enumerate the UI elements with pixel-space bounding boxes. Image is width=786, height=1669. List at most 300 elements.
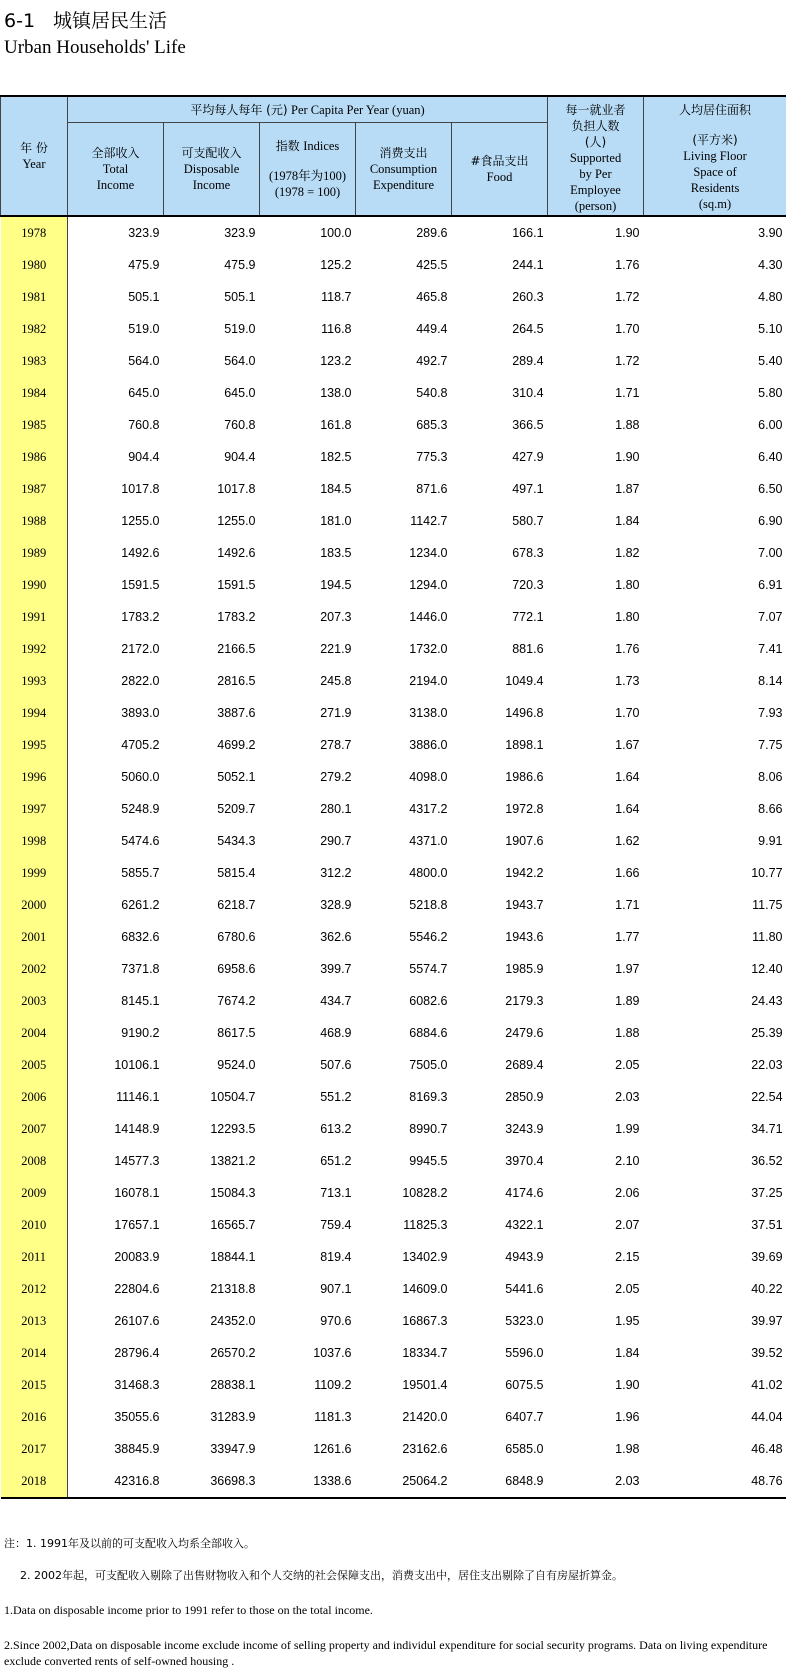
value-cell: 37.25 <box>751 1186 783 1200</box>
table-row <box>1 441 786 473</box>
value-cell: 23162.6 <box>402 1442 448 1456</box>
value-cell: 11146.1 <box>116 1090 160 1104</box>
value-cell: 1037.6 <box>313 1346 352 1360</box>
table-number-title <box>4 6 167 33</box>
value-cell: 1.98 <box>615 1442 640 1456</box>
value-cell: 1017.8 <box>217 482 256 496</box>
year-cell: 1999 <box>1 857 68 889</box>
table-row <box>1 281 786 313</box>
table-row <box>1 825 786 857</box>
value-cell: 279.2 <box>320 770 352 784</box>
value-cell: 5.80 <box>758 386 783 400</box>
value-cell: 34.71 <box>751 1122 783 1136</box>
value-cell: 5.40 <box>758 354 783 368</box>
value-cell: 5323.0 <box>505 1314 544 1328</box>
value-cell: 5815.4 <box>217 866 256 880</box>
year-cell: 1986 <box>1 441 68 473</box>
value-cell: 6832.6 <box>121 930 160 944</box>
table-row <box>1 793 786 825</box>
value-cell: 118.7 <box>321 290 352 304</box>
urban-households-table <box>0 95 786 1499</box>
value-cell: 13402.9 <box>402 1250 448 1264</box>
year-cell: 1997 <box>1 793 68 825</box>
year-cell: 1994 <box>1 697 68 729</box>
value-cell: 12.40 <box>751 962 783 976</box>
value-cell: 2172.0 <box>121 642 160 656</box>
value-cell: 3893.0 <box>121 706 160 720</box>
value-cell: 3243.9 <box>505 1122 544 1136</box>
value-cell: 772.1 <box>512 610 544 624</box>
value-cell: 1.71 <box>615 898 640 912</box>
value-cell: 8145.1 <box>121 994 160 1008</box>
value-cell: 434.7 <box>320 994 352 1008</box>
value-cell: 35055.6 <box>114 1410 160 1424</box>
header-total-income: 全部收入 Total Income <box>68 123 164 217</box>
year-cell: 1981 <box>1 281 68 313</box>
value-cell: 1.66 <box>615 866 640 880</box>
value-cell: 1783.2 <box>121 610 160 624</box>
year-cell: 2006 <box>1 1081 68 1113</box>
value-cell: 1.90 <box>615 1378 640 1392</box>
value-cell: 1.70 <box>615 322 640 336</box>
year-cell: 1998 <box>1 825 68 857</box>
value-cell: 7.93 <box>758 706 783 720</box>
table-row <box>1 1305 786 1337</box>
value-cell: 7.41 <box>758 642 783 656</box>
year-cell: 2008 <box>1 1145 68 1177</box>
value-cell: 1142.7 <box>410 514 448 528</box>
value-cell: 1.77 <box>615 930 640 944</box>
value-cell: 323.9 <box>224 226 256 240</box>
value-cell: 264.5 <box>512 322 544 336</box>
value-cell: 1294.0 <box>409 578 448 592</box>
value-cell: 16867.3 <box>402 1314 448 1328</box>
title-english: Urban Households' Life <box>4 37 186 58</box>
value-cell: 7505.0 <box>409 1058 448 1072</box>
value-cell: 26570.2 <box>210 1346 256 1360</box>
value-cell: 116.8 <box>321 322 352 336</box>
value-cell: 36.52 <box>751 1154 783 1168</box>
value-cell: 21318.8 <box>210 1282 256 1296</box>
year-cell: 1985 <box>1 409 68 441</box>
value-cell: 1492.6 <box>121 546 160 560</box>
table-row <box>1 889 786 921</box>
value-cell: 166.1 <box>512 226 544 240</box>
value-cell: 207.3 <box>320 610 352 624</box>
year-cell: 2016 <box>1 1401 68 1433</box>
value-cell: 881.6 <box>512 642 544 656</box>
value-cell: 1.76 <box>615 642 640 656</box>
value-cell: 22804.6 <box>114 1282 160 1296</box>
value-cell: 1.90 <box>615 226 640 240</box>
year-cell: 1982 <box>1 313 68 345</box>
value-cell: 4174.6 <box>505 1186 544 1200</box>
value-cell: 1.62 <box>615 834 640 848</box>
value-cell: 161.8 <box>320 418 352 432</box>
year-cell: 1991 <box>1 601 68 633</box>
table-row <box>1 1113 786 1145</box>
value-cell: 564.0 <box>128 354 160 368</box>
value-cell: 1943.7 <box>505 898 544 912</box>
year-cell: 2003 <box>1 985 68 1017</box>
year-cell: 1995 <box>1 729 68 761</box>
value-cell: 6.90 <box>758 514 783 528</box>
value-cell: 1.96 <box>615 1410 640 1424</box>
value-cell: 310.4 <box>512 386 544 400</box>
value-cell: 1.80 <box>615 578 640 592</box>
value-cell: 465.8 <box>416 290 448 304</box>
value-cell: 184.5 <box>320 482 352 496</box>
value-cell: 1.73 <box>615 674 640 688</box>
value-cell: 100.0 <box>320 226 352 240</box>
value-cell: 1446.0 <box>409 610 448 624</box>
value-cell: 39.97 <box>751 1314 783 1328</box>
value-cell: 6884.6 <box>409 1026 448 1040</box>
value-cell: 40.22 <box>751 1282 783 1296</box>
value-cell: 15084.3 <box>210 1186 256 1200</box>
value-cell: 28838.1 <box>210 1378 256 1392</box>
year-cell: 1996 <box>1 761 68 793</box>
value-cell: 5574.7 <box>409 962 448 976</box>
value-cell: 48.76 <box>644 1465 786 1498</box>
value-cell: 5209.7 <box>217 802 256 816</box>
value-cell: 1972.8 <box>505 802 544 816</box>
value-cell: 1492.6 <box>217 546 256 560</box>
table-row <box>1 1209 786 1241</box>
value-cell: 10106.1 <box>114 1058 160 1072</box>
value-cell: 760.8 <box>128 418 160 432</box>
value-cell: 505.1 <box>224 290 256 304</box>
value-cell: 21420.0 <box>402 1410 448 1424</box>
table-row <box>1 313 786 345</box>
value-cell: 2689.4 <box>505 1058 544 1072</box>
value-cell: 1.99 <box>615 1122 640 1136</box>
value-cell: 1.70 <box>615 706 640 720</box>
value-cell: 10.77 <box>751 866 783 880</box>
value-cell: 39.52 <box>751 1346 783 1360</box>
year-cell: 2017 <box>1 1433 68 1465</box>
value-cell: 1.89 <box>615 994 640 1008</box>
value-cell: 244.1 <box>512 258 544 272</box>
value-cell: 475.9 <box>224 258 256 272</box>
table-row <box>1 601 786 633</box>
value-cell: 46.48 <box>751 1442 783 1456</box>
value-cell: 11.80 <box>752 930 783 944</box>
value-cell: 425.5 <box>416 258 448 272</box>
value-cell: 9945.5 <box>409 1154 448 1168</box>
value-cell: 181.0 <box>320 514 352 528</box>
value-cell: 6958.6 <box>217 962 256 976</box>
year-cell: 1984 <box>1 377 68 409</box>
table-row <box>1 985 786 1017</box>
value-cell: 1255.0 <box>121 514 160 528</box>
value-cell: 312.2 <box>320 866 352 880</box>
value-cell: 1.72 <box>615 354 640 368</box>
value-cell: 1.88 <box>615 1026 640 1040</box>
value-cell: 1985.9 <box>505 962 544 976</box>
year-cell: 2007 <box>1 1113 68 1145</box>
year-cell: 2015 <box>1 1369 68 1401</box>
value-cell: 1.67 <box>615 738 640 752</box>
value-cell: 9.91 <box>758 834 783 848</box>
value-cell: 7.07 <box>758 610 783 624</box>
value-cell: 505.1 <box>128 290 160 304</box>
value-cell: 1907.6 <box>505 834 544 848</box>
value-cell: 713.1 <box>320 1186 352 1200</box>
year-cell: 1980 <box>1 249 68 281</box>
table-row <box>1 1049 786 1081</box>
value-cell: 2.07 <box>615 1218 640 1232</box>
value-cell: 17657.1 <box>114 1218 160 1232</box>
value-cell: 1181.3 <box>314 1410 352 1424</box>
value-cell: 7.75 <box>758 738 783 752</box>
value-cell: 5855.7 <box>121 866 160 880</box>
table-row <box>1 409 786 441</box>
year-cell: 2014 <box>1 1337 68 1369</box>
value-cell: 4322.1 <box>505 1218 544 1232</box>
value-cell: 6585.0 <box>505 1442 544 1456</box>
value-cell: 651.2 <box>320 1154 352 1168</box>
value-cell: 507.6 <box>320 1058 352 1072</box>
value-cell: 6.40 <box>758 450 783 464</box>
value-cell: 1049.4 <box>505 674 544 688</box>
year-cell: 1992 <box>1 633 68 665</box>
value-cell: 1.76 <box>615 258 640 272</box>
value-cell: 260.3 <box>512 290 544 304</box>
value-cell: 5248.9 <box>121 802 160 816</box>
value-cell: 4943.9 <box>505 1250 544 1264</box>
value-cell: 1.87 <box>615 482 640 496</box>
value-cell: 18844.1 <box>210 1250 256 1264</box>
value-cell: 2.03 <box>548 1465 644 1498</box>
value-cell: 9190.2 <box>121 1026 160 1040</box>
table-row <box>1 1081 786 1113</box>
value-cell: 14609.0 <box>402 1282 448 1296</box>
value-cell: 5060.0 <box>121 770 160 784</box>
note-zh-1: 注：1. 1991年及以前的可支配收入均系全部收入。 <box>4 1537 255 1550</box>
year-cell: 2010 <box>1 1209 68 1241</box>
value-cell: 3970.4 <box>505 1154 544 1168</box>
table-row <box>1 345 786 377</box>
value-cell: 497.1 <box>512 482 544 496</box>
value-cell: 1109.2 <box>314 1378 352 1392</box>
table-row <box>1 921 786 953</box>
value-cell: 468.9 <box>320 1026 352 1040</box>
value-cell: 182.5 <box>320 450 352 464</box>
value-cell: 8169.3 <box>409 1090 448 1104</box>
value-cell: 39.69 <box>751 1250 783 1264</box>
value-cell: 14148.9 <box>114 1122 160 1136</box>
value-cell: 245.8 <box>320 674 352 688</box>
value-cell: 1.64 <box>615 770 640 784</box>
value-cell: 8617.5 <box>217 1026 256 1040</box>
table-row <box>1 1177 786 1209</box>
value-cell: 2166.5 <box>217 642 256 656</box>
table-row <box>1 1273 786 1305</box>
year-cell: 2000 <box>1 889 68 921</box>
value-cell: 1898.1 <box>505 738 544 752</box>
value-cell: 194.5 <box>320 578 352 592</box>
header-food: #食品支出 Food <box>452 123 548 217</box>
value-cell: 6218.7 <box>217 898 256 912</box>
value-cell: 1943.6 <box>505 930 544 944</box>
value-cell: 970.6 <box>320 1314 352 1328</box>
table-row <box>1 1337 786 1369</box>
value-cell: 645.0 <box>224 386 256 400</box>
value-cell: 328.9 <box>320 898 352 912</box>
value-cell: 399.7 <box>320 962 352 976</box>
value-cell: 44.04 <box>751 1410 783 1424</box>
value-cell: 1234.0 <box>409 546 448 560</box>
year-cell: 1990 <box>1 569 68 601</box>
value-cell: 1732.0 <box>409 642 448 656</box>
table-row <box>1 1145 786 1177</box>
value-cell: 2816.5 <box>217 674 256 688</box>
value-cell: 6261.2 <box>121 898 160 912</box>
value-cell: 6848.9 <box>452 1465 548 1498</box>
value-cell: 8.06 <box>758 770 783 784</box>
table-row <box>1 537 786 569</box>
value-cell: 278.7 <box>320 738 352 752</box>
year-cell: 1988 <box>1 505 68 537</box>
value-cell: 7674.2 <box>217 994 256 1008</box>
value-cell: 6082.6 <box>409 994 448 1008</box>
year-cell: 2002 <box>1 953 68 985</box>
table-number: 6-1 <box>4 10 36 32</box>
value-cell: 10828.2 <box>402 1186 448 1200</box>
value-cell: 759.4 <box>320 1218 352 1232</box>
value-cell: 871.6 <box>416 482 448 496</box>
value-cell: 4.80 <box>758 290 783 304</box>
year-cell: 2018 <box>1 1465 68 1498</box>
value-cell: 31468.3 <box>114 1378 160 1392</box>
value-cell: 123.2 <box>320 354 352 368</box>
value-cell: 28796.4 <box>114 1346 160 1360</box>
value-cell: 519.0 <box>128 322 160 336</box>
table-row <box>1 1433 786 1465</box>
value-cell: 22.54 <box>751 1090 783 1104</box>
year-cell: 1983 <box>1 345 68 377</box>
header-per-capita: 平均每人每年 (元) Per Capita Per Year (yuan) <box>68 96 548 123</box>
value-cell: 1261.6 <box>313 1442 352 1456</box>
year-cell: 2009 <box>1 1177 68 1209</box>
value-cell: 4098.0 <box>409 770 448 784</box>
value-cell: 7.00 <box>758 546 783 560</box>
value-cell: 13821.2 <box>210 1154 256 1168</box>
value-cell: 8990.7 <box>409 1122 448 1136</box>
value-cell: 3887.6 <box>217 706 256 720</box>
value-cell: 1.82 <box>615 546 640 560</box>
value-cell: 1.84 <box>615 1346 640 1360</box>
value-cell: 907.1 <box>320 1282 352 1296</box>
value-cell: 2.10 <box>615 1154 640 1168</box>
value-cell: 5.10 <box>758 322 783 336</box>
value-cell: 20083.9 <box>114 1250 160 1264</box>
table-row <box>1 697 786 729</box>
value-cell: 519.0 <box>224 322 256 336</box>
value-cell: 22.03 <box>751 1058 783 1072</box>
value-cell: 221.9 <box>320 642 352 656</box>
value-cell: 37.51 <box>751 1218 783 1232</box>
value-cell: 14577.3 <box>114 1154 160 1168</box>
year-cell: 1989 <box>1 537 68 569</box>
value-cell: 183.5 <box>320 546 352 560</box>
value-cell: 5434.3 <box>217 834 256 848</box>
value-cell: 19501.4 <box>402 1378 448 1392</box>
table-row <box>1 569 786 601</box>
value-cell: 2479.6 <box>505 1026 544 1040</box>
header-year: 年 份 Year <box>1 96 68 216</box>
value-cell: 1.84 <box>615 514 640 528</box>
value-cell: 4699.2 <box>217 738 256 752</box>
value-cell: 8.14 <box>758 674 783 688</box>
value-cell: 760.8 <box>224 418 256 432</box>
value-cell: 4.30 <box>758 258 783 272</box>
value-cell: 289.6 <box>416 226 448 240</box>
note-en-2: 2.Since 2002,Data on disposable income exclude income of selling property and individul expenditure for social security programs. Data on living expenditure exclude converted rents of self-owned housing . <box>4 1638 768 1668</box>
value-cell: 5441.6 <box>505 1282 544 1296</box>
value-cell: 2194.0 <box>409 674 448 688</box>
value-cell: 1.95 <box>615 1314 640 1328</box>
value-cell: 6407.7 <box>505 1410 544 1424</box>
value-cell: 5596.0 <box>505 1346 544 1360</box>
value-cell: 613.2 <box>320 1122 352 1136</box>
table-row <box>1 857 786 889</box>
value-cell: 290.7 <box>320 834 352 848</box>
value-cell: 3138.0 <box>409 706 448 720</box>
value-cell: 16078.1 <box>114 1186 160 1200</box>
value-cell: 7371.8 <box>121 962 160 976</box>
value-cell: 280.1 <box>320 802 352 816</box>
value-cell: 1.97 <box>615 962 640 976</box>
value-cell: 3.90 <box>758 226 783 240</box>
value-cell: 18334.7 <box>402 1346 448 1360</box>
value-cell: 25064.2 <box>356 1465 452 1498</box>
value-cell: 1.72 <box>615 290 640 304</box>
value-cell: 1942.2 <box>505 866 544 880</box>
value-cell: 6.91 <box>758 578 783 592</box>
value-cell: 645.0 <box>128 386 160 400</box>
table-row <box>1 249 786 281</box>
table-row <box>1 729 786 761</box>
value-cell: 475.9 <box>128 258 160 272</box>
value-cell: 24.43 <box>751 994 783 1008</box>
value-cell: 42316.8 <box>68 1465 164 1498</box>
year-cell: 2001 <box>1 921 68 953</box>
value-cell: 8.66 <box>758 802 783 816</box>
value-cell: 10504.7 <box>210 1090 256 1104</box>
value-cell: 2822.0 <box>121 674 160 688</box>
value-cell: 819.4 <box>320 1250 352 1264</box>
value-cell: 41.02 <box>751 1378 783 1392</box>
value-cell: 9524.0 <box>217 1058 256 1072</box>
header-living-floor: 人均居住面积 (平方米) Living Floor Space of Residents (sq.m) <box>644 96 786 216</box>
value-cell: 4705.2 <box>121 738 160 752</box>
value-cell: 2179.3 <box>505 994 544 1008</box>
value-cell: 1.64 <box>615 802 640 816</box>
value-cell: 1338.6 <box>260 1465 356 1498</box>
value-cell: 492.7 <box>416 354 448 368</box>
value-cell: 1.71 <box>615 386 640 400</box>
value-cell: 1.80 <box>615 610 640 624</box>
table-row <box>1 377 786 409</box>
note-en-1: 1.Data on disposable income prior to 1991 refer to those on the total income. <box>4 1603 373 1617</box>
value-cell: 4317.2 <box>409 802 448 816</box>
value-cell: 540.8 <box>416 386 448 400</box>
value-cell: 1986.6 <box>505 770 544 784</box>
value-cell: 362.6 <box>320 930 352 944</box>
table-row <box>1 1401 786 1433</box>
